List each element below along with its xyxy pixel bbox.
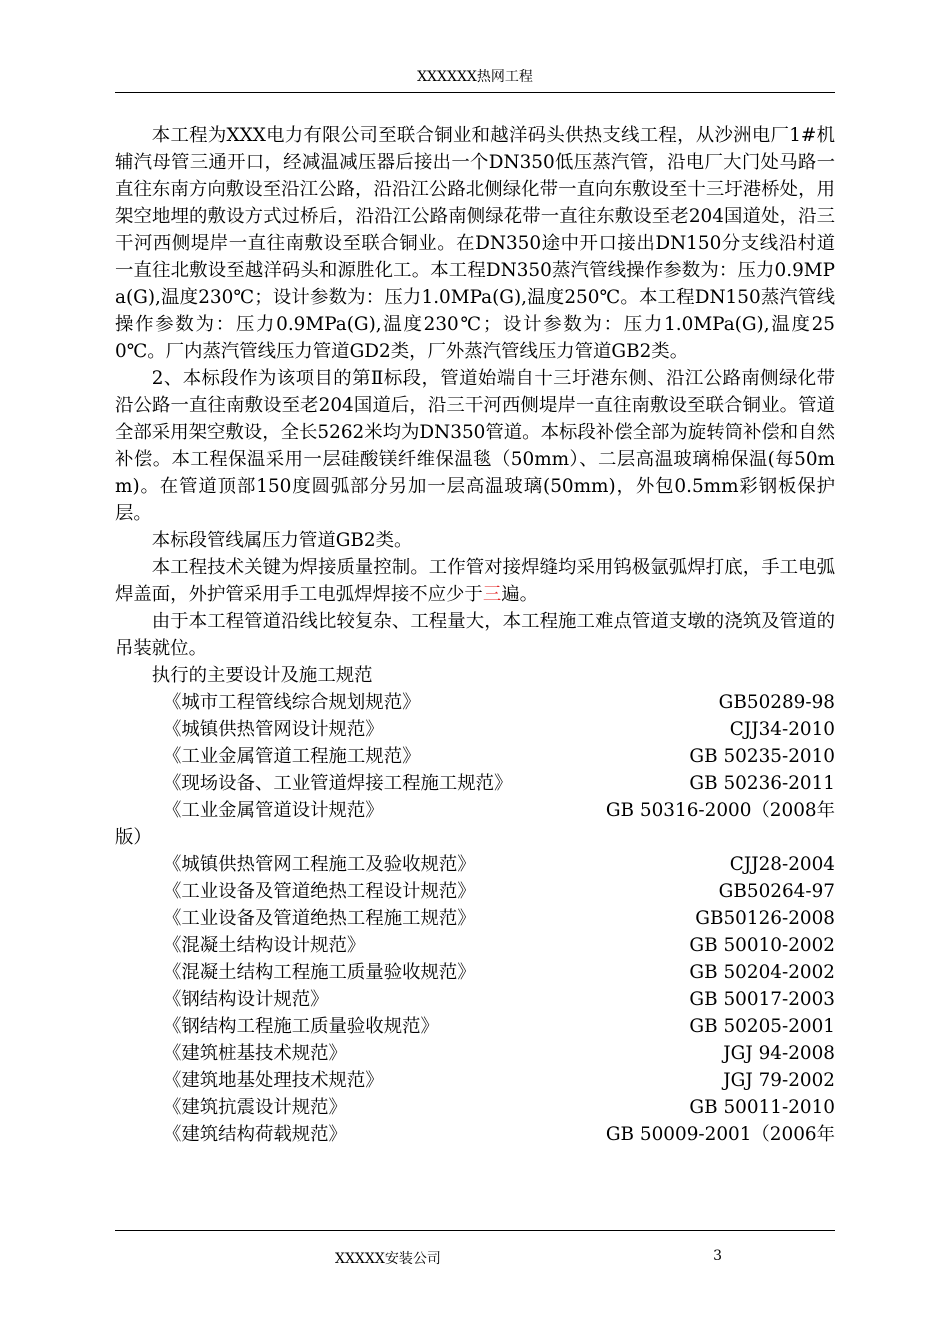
standard-code: GB 50011-2010 xyxy=(689,1097,835,1118)
standard-name: 《工业设备及管道绝热工程施工规范》 xyxy=(163,908,476,929)
paragraph-difficulty: 由于本工程管道沿线比较复杂、工程量大，本工程施工难点管道支墩的浇筑及管道的吊装就位。 xyxy=(115,611,835,659)
standard-row xyxy=(115,1040,835,1067)
standard-name: 《钢结构工程施工质量验收规范》 xyxy=(163,1016,439,1037)
standard-name: 《城镇供热管网工程施工及验收规范》 xyxy=(163,854,476,875)
standard-code: GB50289-98 xyxy=(718,692,835,713)
standard-name: 《工业金属管道工程施工规范》 xyxy=(163,746,421,767)
standard-name: 《建筑抗震设计规范》 xyxy=(163,1097,347,1118)
header-divider xyxy=(115,92,835,93)
standard-code: CJJ28-2004 xyxy=(729,854,835,875)
page-number: 3 xyxy=(713,1248,722,1264)
standard-name: 《混凝土结构设计规范》 xyxy=(163,935,366,956)
paragraph-welding xyxy=(115,554,835,608)
welding-text-end: 遍。 xyxy=(501,584,539,605)
standard-name: 《混凝土结构工程施工质量验收规范》 xyxy=(163,962,476,983)
standard-row xyxy=(115,1121,835,1148)
standard-code: GB 50010-2002 xyxy=(689,935,835,956)
standard-code: GB 50235-2010 xyxy=(689,746,835,767)
standard-row xyxy=(115,716,835,743)
standard-row xyxy=(115,1013,835,1040)
standard-name: 《城镇供热管网设计规范》 xyxy=(163,719,384,740)
standard-row xyxy=(115,797,835,824)
standard-row xyxy=(115,1067,835,1094)
standard-name: 《建筑桩基技术规范》 xyxy=(163,1043,347,1064)
header-title: XXXXXX热网工程 xyxy=(417,69,533,85)
standard-name: 《建筑结构荷载规范》 xyxy=(163,1124,347,1145)
standard-code: GB 50316-2000（2008年 xyxy=(605,800,835,821)
standard-code: JGJ 94-2008 xyxy=(723,1043,835,1064)
standard-code: GB 50017-2003 xyxy=(689,989,835,1010)
standard-name: 《城市工程管线综合规划规范》 xyxy=(163,692,421,713)
standard-code: CJJ34-2010 xyxy=(729,719,835,740)
standard-name: 《工业金属管道设计规范》 xyxy=(163,800,384,821)
standard-row xyxy=(115,851,835,878)
standard-row xyxy=(115,770,835,797)
standard-row xyxy=(115,905,835,932)
standard-code: GB50126-2008 xyxy=(695,908,835,929)
welding-text: 本工程技术关键为焊接质量控制。工作管对接焊缝均采用钨极氩弧焊打底，手工电弧焊盖面，外护管采用手工电弧焊焊接不应少于 xyxy=(115,557,835,605)
welding-count-highlight: 三 xyxy=(482,584,502,605)
standard-name: 《建筑地基处理技术规范》 xyxy=(163,1070,384,1091)
standard-code: GB 50204-2002 xyxy=(689,962,835,983)
standard-row xyxy=(115,932,835,959)
standard-code: JGJ 79-2002 xyxy=(723,1070,835,1091)
document-body xyxy=(115,122,835,1148)
standard-row xyxy=(115,878,835,905)
standards-list xyxy=(115,689,835,1148)
footer-divider xyxy=(115,1230,835,1231)
standard-row-continuation xyxy=(115,824,835,851)
standard-code: GB 50205-2001 xyxy=(689,1016,835,1037)
standard-code-wrap: 版） xyxy=(115,827,152,848)
paragraph-pipe-class: 本标段管线属压力管道GB2类。 xyxy=(151,530,413,551)
standard-row xyxy=(115,959,835,986)
paragraph-project-overview: 本工程为XXX电力有限公司至联合铜业和越洋码头供热支线工程，从沙洲电厂1#机辅汽母管三通开口，经减温减压器后接出一个DN350低压蒸汽管，沿电厂大门处马路一直往东南方向敷设至沿江公路，沿沿江公路北侧绿化带一直向东敷设至十三圩港桥处，用架空地埋的敷设方式过桥后，沿沿江公路南侧绿花带一直往东敷设至老204国道处，沿三干河西侧堤岸一直往南敷设至联合铜业。在DN350途中开口接出DN150分支线沿村道一直往北敷设至越洋码头和源胜化工。本工程DN350蒸汽管线操作参数为：压力0.9MPa(G),温度230℃；设计参数为：压力1.0MPa(G),温度250℃。本工程DN150蒸汽管线操作参数为：压力0.9MPa(G),温度230℃；设计参数为：压力1.0MPa(G),温度250℃。厂内蒸汽管线压力管道GD2类，厂外蒸汽管线压力管道GB2类。 xyxy=(115,125,835,362)
page-header xyxy=(0,66,950,86)
standard-name: 《钢结构设计规范》 xyxy=(163,989,329,1010)
standard-row xyxy=(115,986,835,1013)
standard-name: 《工业设备及管道绝热工程设计规范》 xyxy=(163,881,476,902)
standards-heading: 执行的主要设计及施工规范 xyxy=(151,665,373,686)
standard-name: 《现场设备、工业管道焊接工程施工规范》 xyxy=(163,773,513,794)
standard-code: GB 50236-2011 xyxy=(689,773,835,794)
standard-code: GB 50009-2001（2006年 xyxy=(605,1124,835,1145)
standard-row xyxy=(115,689,835,716)
footer-company: XXXXX安装公司 xyxy=(335,1251,441,1267)
page-footer xyxy=(115,1248,835,1268)
standard-row xyxy=(115,1094,835,1121)
standard-code: GB50264-97 xyxy=(718,881,835,902)
standard-row xyxy=(115,743,835,770)
paragraph-section-scope: 2、本标段作为该项目的第Ⅱ标段，管道始端自十三圩港东侧、沿江公路南侧绿化带沿公路一直往南敷设至老204国道后，沿三干河西侧堤岸一直往南敷设至联合铜业。管道全部采用架空敷设，全长5262米均为DN350管道。本标段补偿全部为旋转筒补偿和自然补偿。本工程保温采用一层硅酸镁纤维保温毯（50mm）、二层高温玻璃棉保温(每50mm)。在管道顶部150度圆弧部分另加一层高温玻璃(50mm)，外包0.5mm彩钢板保护层。 xyxy=(115,368,835,524)
